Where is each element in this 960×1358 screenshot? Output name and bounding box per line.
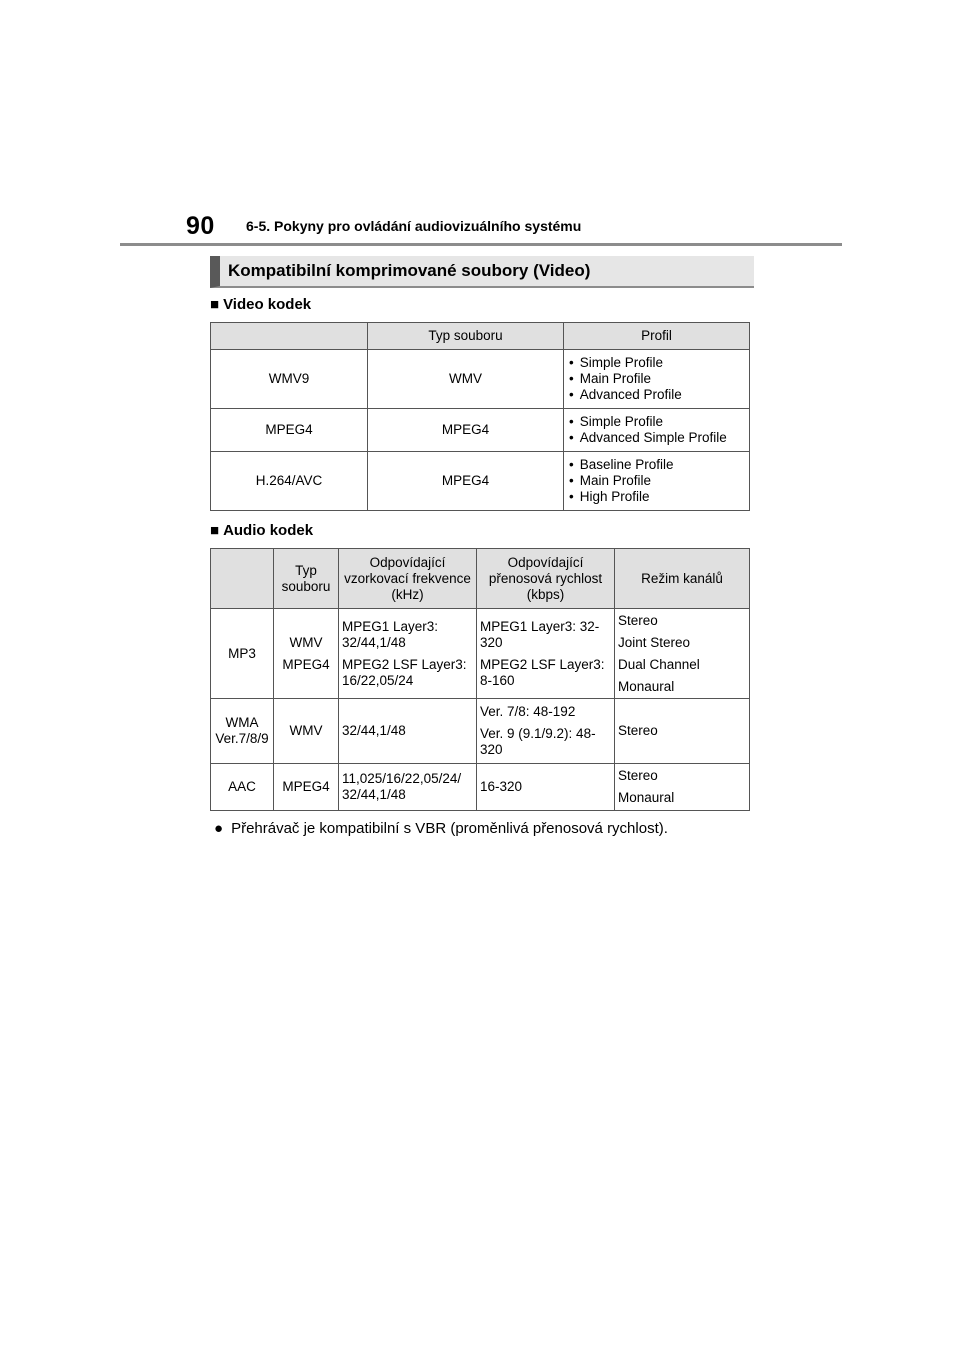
bullet-icon: ● <box>214 820 224 837</box>
profile-item: • Main Profile <box>569 371 746 387</box>
table-header-cell: Režim kanálů <box>615 549 750 609</box>
profile-item: • Baseline Profile <box>569 457 746 473</box>
codec-cell: WMV9 <box>211 350 368 409</box>
square-bullet-icon: ■ <box>210 296 220 313</box>
frequency-cell: 32/44,1/48 <box>339 699 477 764</box>
channel-mode-cell <box>615 764 750 811</box>
profile-item: • Advanced Profile <box>569 387 746 403</box>
table-header-cell: Odpovídající vzorkovací frekvence (kHz) <box>339 549 477 609</box>
table-row <box>211 409 750 452</box>
file-type-item: MPEG4 <box>282 656 330 672</box>
file-type-cell: MPEG4 <box>368 409 564 452</box>
bitrate-item: Ver. 9 (9.1/9.2): 48-320 <box>480 726 596 757</box>
vbr-note <box>214 820 668 837</box>
video-codec-heading-text: Video kodek <box>223 296 312 313</box>
bitrate-item: MPEG2 LSF Layer3: 8-160 <box>480 656 605 688</box>
profile-cell <box>564 452 750 511</box>
frequency-item: MPEG1 Layer3: 32/44,1/48 <box>342 618 439 650</box>
channel-mode-item: Dual Channel <box>618 656 700 672</box>
header-divider <box>120 243 842 246</box>
bitrate-cell <box>477 609 615 699</box>
profile-cell <box>564 409 750 452</box>
square-bullet-icon: ■ <box>210 522 220 539</box>
frequency-item: MPEG2 LSF Layer3: 16/22,05/24 <box>342 656 467 688</box>
codec-cell: AAC <box>211 764 274 811</box>
table-row <box>211 452 750 511</box>
frequency-cell: 11,025/16/22,05/24/ 32/44,1/48 <box>339 764 477 811</box>
channel-mode-cell <box>615 609 750 699</box>
profile-item: • Advanced Simple Profile <box>569 430 746 446</box>
file-type-cell: MPEG4 <box>274 764 339 811</box>
audio-codec-heading-text: Audio kodek <box>223 522 314 539</box>
table-header-cell: Typ souboru <box>274 549 339 609</box>
channel-mode-item: Joint Stereo <box>618 634 691 650</box>
table-row <box>211 350 750 409</box>
table-header-row <box>211 323 750 350</box>
channel-mode-item: Stereo <box>618 612 658 628</box>
table-header-row <box>211 549 750 609</box>
bitrate-item: MPEG1 Layer3: 32-320 <box>480 618 600 650</box>
frequency-cell <box>339 609 477 699</box>
channel-mode-item: Monaural <box>618 790 675 805</box>
table-row <box>211 609 750 699</box>
bitrate-cell: 16-320 <box>477 764 615 811</box>
table-header-cell: Typ souboru <box>368 323 564 350</box>
audio-codec-table <box>210 548 750 811</box>
file-type-item: WMV <box>289 634 323 650</box>
file-type-cell: WMV <box>368 350 564 409</box>
profile-item: • Main Profile <box>569 473 746 489</box>
codec-cell: MP3 <box>211 609 274 699</box>
vbr-note-text: Přehrávač je kompatibilní s VBR (proměnlivá přenosová rychlost). <box>231 820 668 837</box>
table-row <box>211 699 750 764</box>
running-head: 6-5. Pokyny pro ovládání audiovizuálního systému <box>246 218 582 234</box>
audio-codec-heading <box>210 522 313 539</box>
file-type-cell: WMV <box>274 699 339 764</box>
codec-cell: WMA Ver.7/8/9 <box>211 699 274 764</box>
channel-mode-cell: Stereo <box>615 699 750 764</box>
table-row <box>211 764 750 811</box>
channel-mode-item: Stereo <box>618 768 658 783</box>
video-codec-heading <box>210 296 311 313</box>
table-header-cell <box>211 323 368 350</box>
video-codec-table <box>210 322 750 511</box>
file-type-cell: MPEG4 <box>368 452 564 511</box>
profile-item: • Simple Profile <box>569 414 746 430</box>
page-number: 90 <box>186 212 215 240</box>
bitrate-item: Ver. 7/8: 48-192 <box>480 704 576 719</box>
table-header-cell: Odpovídající přenosová rychlost (kbps) <box>477 549 615 609</box>
profile-item: • High Profile <box>569 489 746 505</box>
codec-cell: H.264/AVC <box>211 452 368 511</box>
section-title: Kompatibilní komprimované soubory (Video) <box>210 256 754 288</box>
codec-cell: MPEG4 <box>211 409 368 452</box>
channel-mode-item: Monaural <box>618 678 675 694</box>
table-header-cell: Profil <box>564 323 750 350</box>
bitrate-cell <box>477 699 615 764</box>
profile-cell <box>564 350 750 409</box>
table-header-cell <box>211 549 274 609</box>
file-type-cell <box>274 609 339 699</box>
profile-item: • Simple Profile <box>569 355 746 371</box>
